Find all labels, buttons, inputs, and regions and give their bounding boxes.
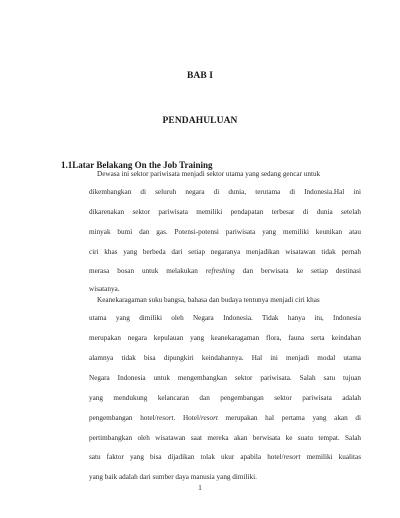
chapter-title: PENDAHULUAN [162,116,238,126]
paragraph-line: Dewasa ini sektor pariwisata menjadi sektor utama yang sedang gencar untuk [97,170,321,178]
paragraph-line: alamnya tidak bisa dipungkiri keindahannya. Hal ini menjadi modal utama [89,354,361,362]
paragraph-line: yang mendukung kelancaran dan pengembangan sektor pariwisata adalah [89,394,361,402]
paragraph-line: yang baik adalah dari sumber daya manusia yang dimiliki. [89,473,257,481]
paragraph-line: utama yang dimiliki oleh Negara Indonesia. Tidak hanya itu, Indonesia [89,314,361,322]
paragraph-line: wisatanya. [89,285,120,293]
italic-term: refreshing [205,267,235,275]
paragraph-line: dikembangkan di seluruh negara di dunia, terutama di Indonesia.Hal ini [89,188,361,196]
italic-term: resort [283,453,301,461]
text-segment: merupakan hal pertama yang akan di [217,414,361,422]
text-segment: merasa bosan untuk melakukan [89,267,206,275]
italic-term: resort [156,414,174,422]
text-segment: pengembangan hotel/ [89,414,157,422]
paragraph-line: dikarenakan sektor pariwisata memiliki pendapatan terbesar di dunia setelah [89,208,361,216]
page-number: 1 [198,483,202,492]
paragraph-line: pertimbangkan oleh wisatawan saat mereka akan berwisata ke suatu tempat. Salah [89,434,361,442]
paragraph-line: merupakan negara kepulauan yang keanekaragaman flora, fauna serta keindahan [89,334,361,342]
paragraph-line: Negara Indonesia untuk mengembangkan sektor pariwisata. Salah satu tujuan [89,374,361,382]
text-segment: dan berwisata ke setiap destinasi [234,267,361,275]
paragraph-line [89,414,361,423]
paragraph-line: Keanekaragaman suku bangsa, bahasa dan budaya tentunya menjadi ciri khas [97,296,320,304]
italic-term: resort [200,414,218,422]
paragraph-line: minyak bumi dan gas. Potensi-potensi pariwisata yang memiliki keunikan atau [89,228,361,236]
text-segment: . Hotel/ [173,414,201,422]
paragraph-line: ciri khas yang berbeda dari setiap negaranya menjadikan wisatawan tidak pernah [89,248,361,256]
text-segment: satu faktor yang bisa dijadikan tolak ukur apabila hotel/ [89,453,284,461]
text-segment: memiliki kualitas [300,453,362,461]
paragraph-line [89,267,361,276]
chapter-number: BAB I [186,71,214,81]
section-heading: 1.1Latar Belakang On the Job Training [61,160,213,170]
paragraph-line [89,453,361,462]
